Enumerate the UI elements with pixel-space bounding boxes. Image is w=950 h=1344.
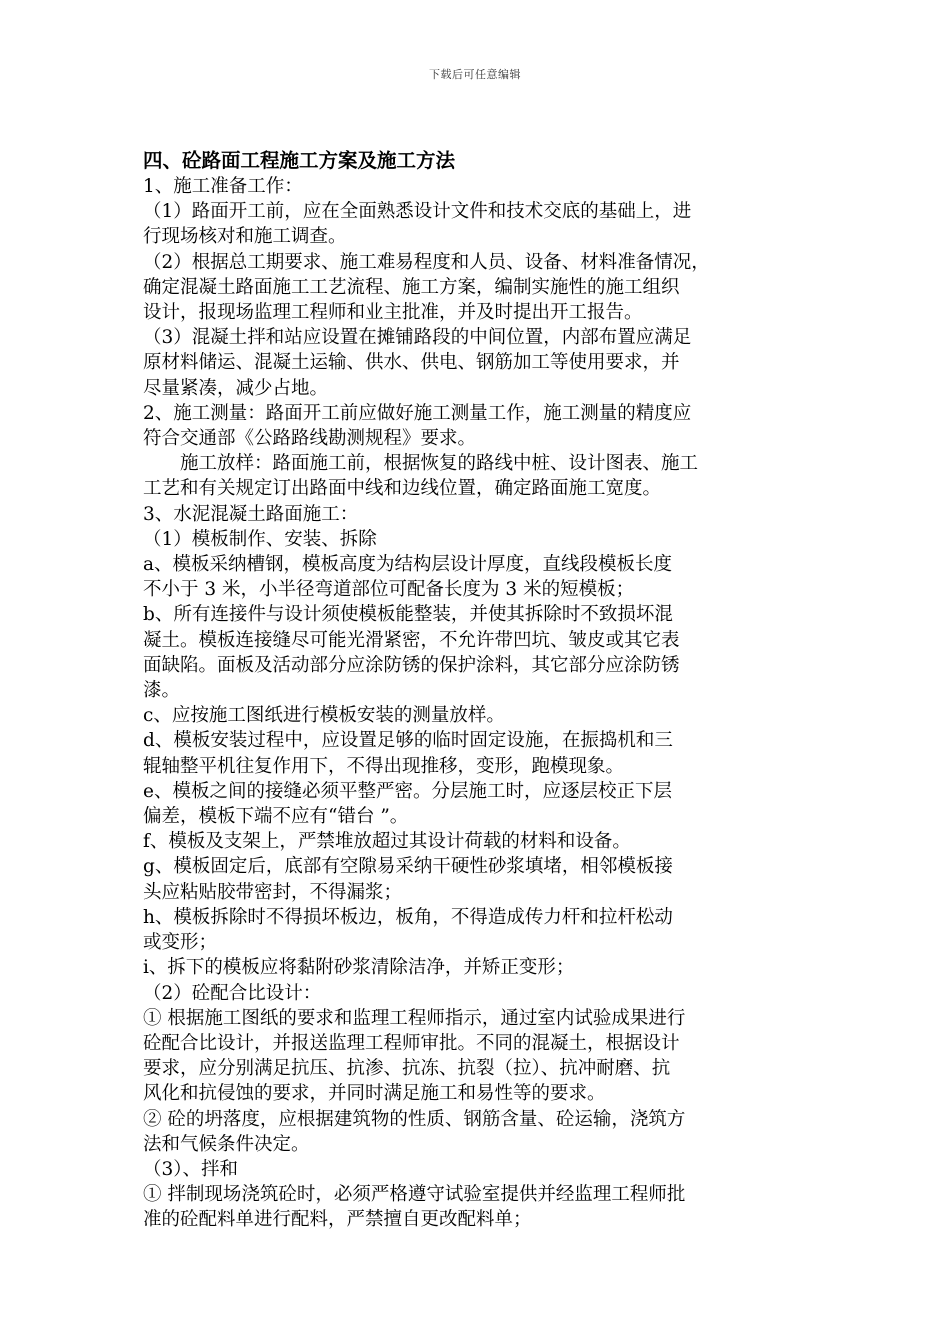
text-line: a、模板采纳槽钢，模板高度为结构层设计厚度，直线段模板长度 — [143, 554, 673, 576]
text-line: 风化和抗侵蚀的要求，并同时满足施工和易性等的要求。 — [143, 1083, 606, 1105]
text-line: 施工放样：路面施工前，根据恢复的路线中桩、设计图表、施工 — [143, 453, 699, 475]
text-line: i、拆下的模板应将黏附砂浆清除洁净，并矫正变形； — [143, 957, 575, 979]
text-line: 头应粘贴胶带密封，不得漏浆； — [143, 881, 403, 903]
text-line: 符合交通部《公路路线勘测规程》要求。 — [143, 428, 477, 450]
text-line: 凝土。模板连接缝尽可能光滑紧密，不允许带凹坑、皱皮或其它表 — [143, 629, 680, 651]
text-line: 设计，报现场监理工程师和业主批准，并及时提出开工报告。 — [143, 302, 643, 324]
text-line: 准的砼配料单进行配料，严禁擅自更改配料单； — [143, 1209, 532, 1231]
text-line: 3、水泥混凝土路面施工： — [143, 503, 359, 525]
text-line: （3）混凝土拌和站应设置在摊铺路段的中间位置，内部布置应满足 — [143, 327, 692, 349]
text-line: 偏差，模板下端不应有“错台 ”。 — [143, 806, 409, 828]
text-line: h、模板拆除时不得损坏板边，板角，不得造成传力杆和拉杆松动 — [143, 906, 673, 928]
text-line: 漆。 — [143, 680, 181, 702]
document-text — [143, 174, 815, 1233]
text-line: （2）砼配合比设计： — [143, 982, 322, 1004]
text-line: 不小于 3 米，小半径弯道部位可配备长度为 3 米的短模板； — [143, 579, 635, 601]
text-line: ① 根据施工图纸的要求和监理工程师指示，通过室内试验成果进行 — [143, 1007, 686, 1029]
text-line: 砼配合比设计，并报送监理工程师审批。不同的混凝土，根据设计 — [143, 1032, 680, 1054]
text-line: 2、施工测量：路面开工前应做好施工测量工作，施工测量的精度应 — [143, 402, 692, 424]
text-line: f、模板及支架上，严禁堆放超过其设计荷载的材料和设备。 — [143, 831, 631, 853]
text-line: 面缺陷。面板及活动部分应涂防锈的保护涂料，其它部分应涂防锈 — [143, 654, 680, 676]
text-line: 工艺和有关规定订出路面中线和边线位置，确定路面施工宽度。 — [143, 478, 662, 500]
text-line: 原材料储运、混凝土运输、供水、供电、钢筋加工等使用要求，并 — [143, 352, 680, 374]
text-line: 要求，应分别满足抗压、抗渗、抗冻、抗裂（拉）、抗冲耐磨、抗 — [143, 1058, 671, 1080]
text-line: （1）路面开工前，应在全面熟悉设计文件和技术交底的基础上，进 — [143, 201, 692, 223]
text-line: 确定混凝土路面施工工艺流程、施工方案，编制实施性的施工组织 — [143, 276, 680, 298]
text-line: b、所有连接件与设计须使模板能整装，并使其拆除时不致损坏混 — [143, 604, 673, 626]
text-line: 尽量紧凑，减少占地。 — [143, 377, 329, 399]
document-body — [143, 148, 815, 1233]
text-line: 辊轴整平机往复作用下，不得出现推移，变形，跑模现象。 — [143, 755, 625, 777]
text-line: （1）模板制作、安装、拆除 — [143, 528, 377, 550]
text-line: 1、施工准备工作： — [143, 176, 303, 197]
text-line: d、模板安装过程中，应设置足够的临时固定设施，在振捣机和三 — [143, 730, 673, 752]
text-line: （2）根据总工期要求、施工难易程度和人员、设备、材料准备情况， — [143, 251, 710, 273]
text-line: ② 砼的坍落度，应根据建筑物的性质、钢筋含量、砼运输，浇筑方 — [143, 1108, 686, 1130]
text-line: c、应按施工图纸进行模板安装的测量放样。 — [143, 705, 505, 727]
document-title: 四、砼路面工程施工方案及施工方法 — [143, 149, 456, 172]
text-line: 行现场核对和施工调查。 — [143, 226, 347, 248]
text-line: 法和气候条件决定。 — [143, 1133, 310, 1155]
text-line: g、模板固定后，底部有空隙易采纳干硬性砂浆填堵，相邻模板接 — [143, 856, 673, 878]
header-note: 下载后可任意编辑 — [429, 68, 521, 81]
text-line: （3）、拌和 — [143, 1158, 239, 1180]
text-line: ① 拌制现场浇筑砼时，必须严格遵守试验室提供并经监理工程师批 — [143, 1184, 686, 1206]
text-line: e、模板之间的接缝必须平整严密。分层施工时，应逐层校正下层 — [143, 780, 672, 802]
text-line: 或变形； — [143, 932, 218, 954]
